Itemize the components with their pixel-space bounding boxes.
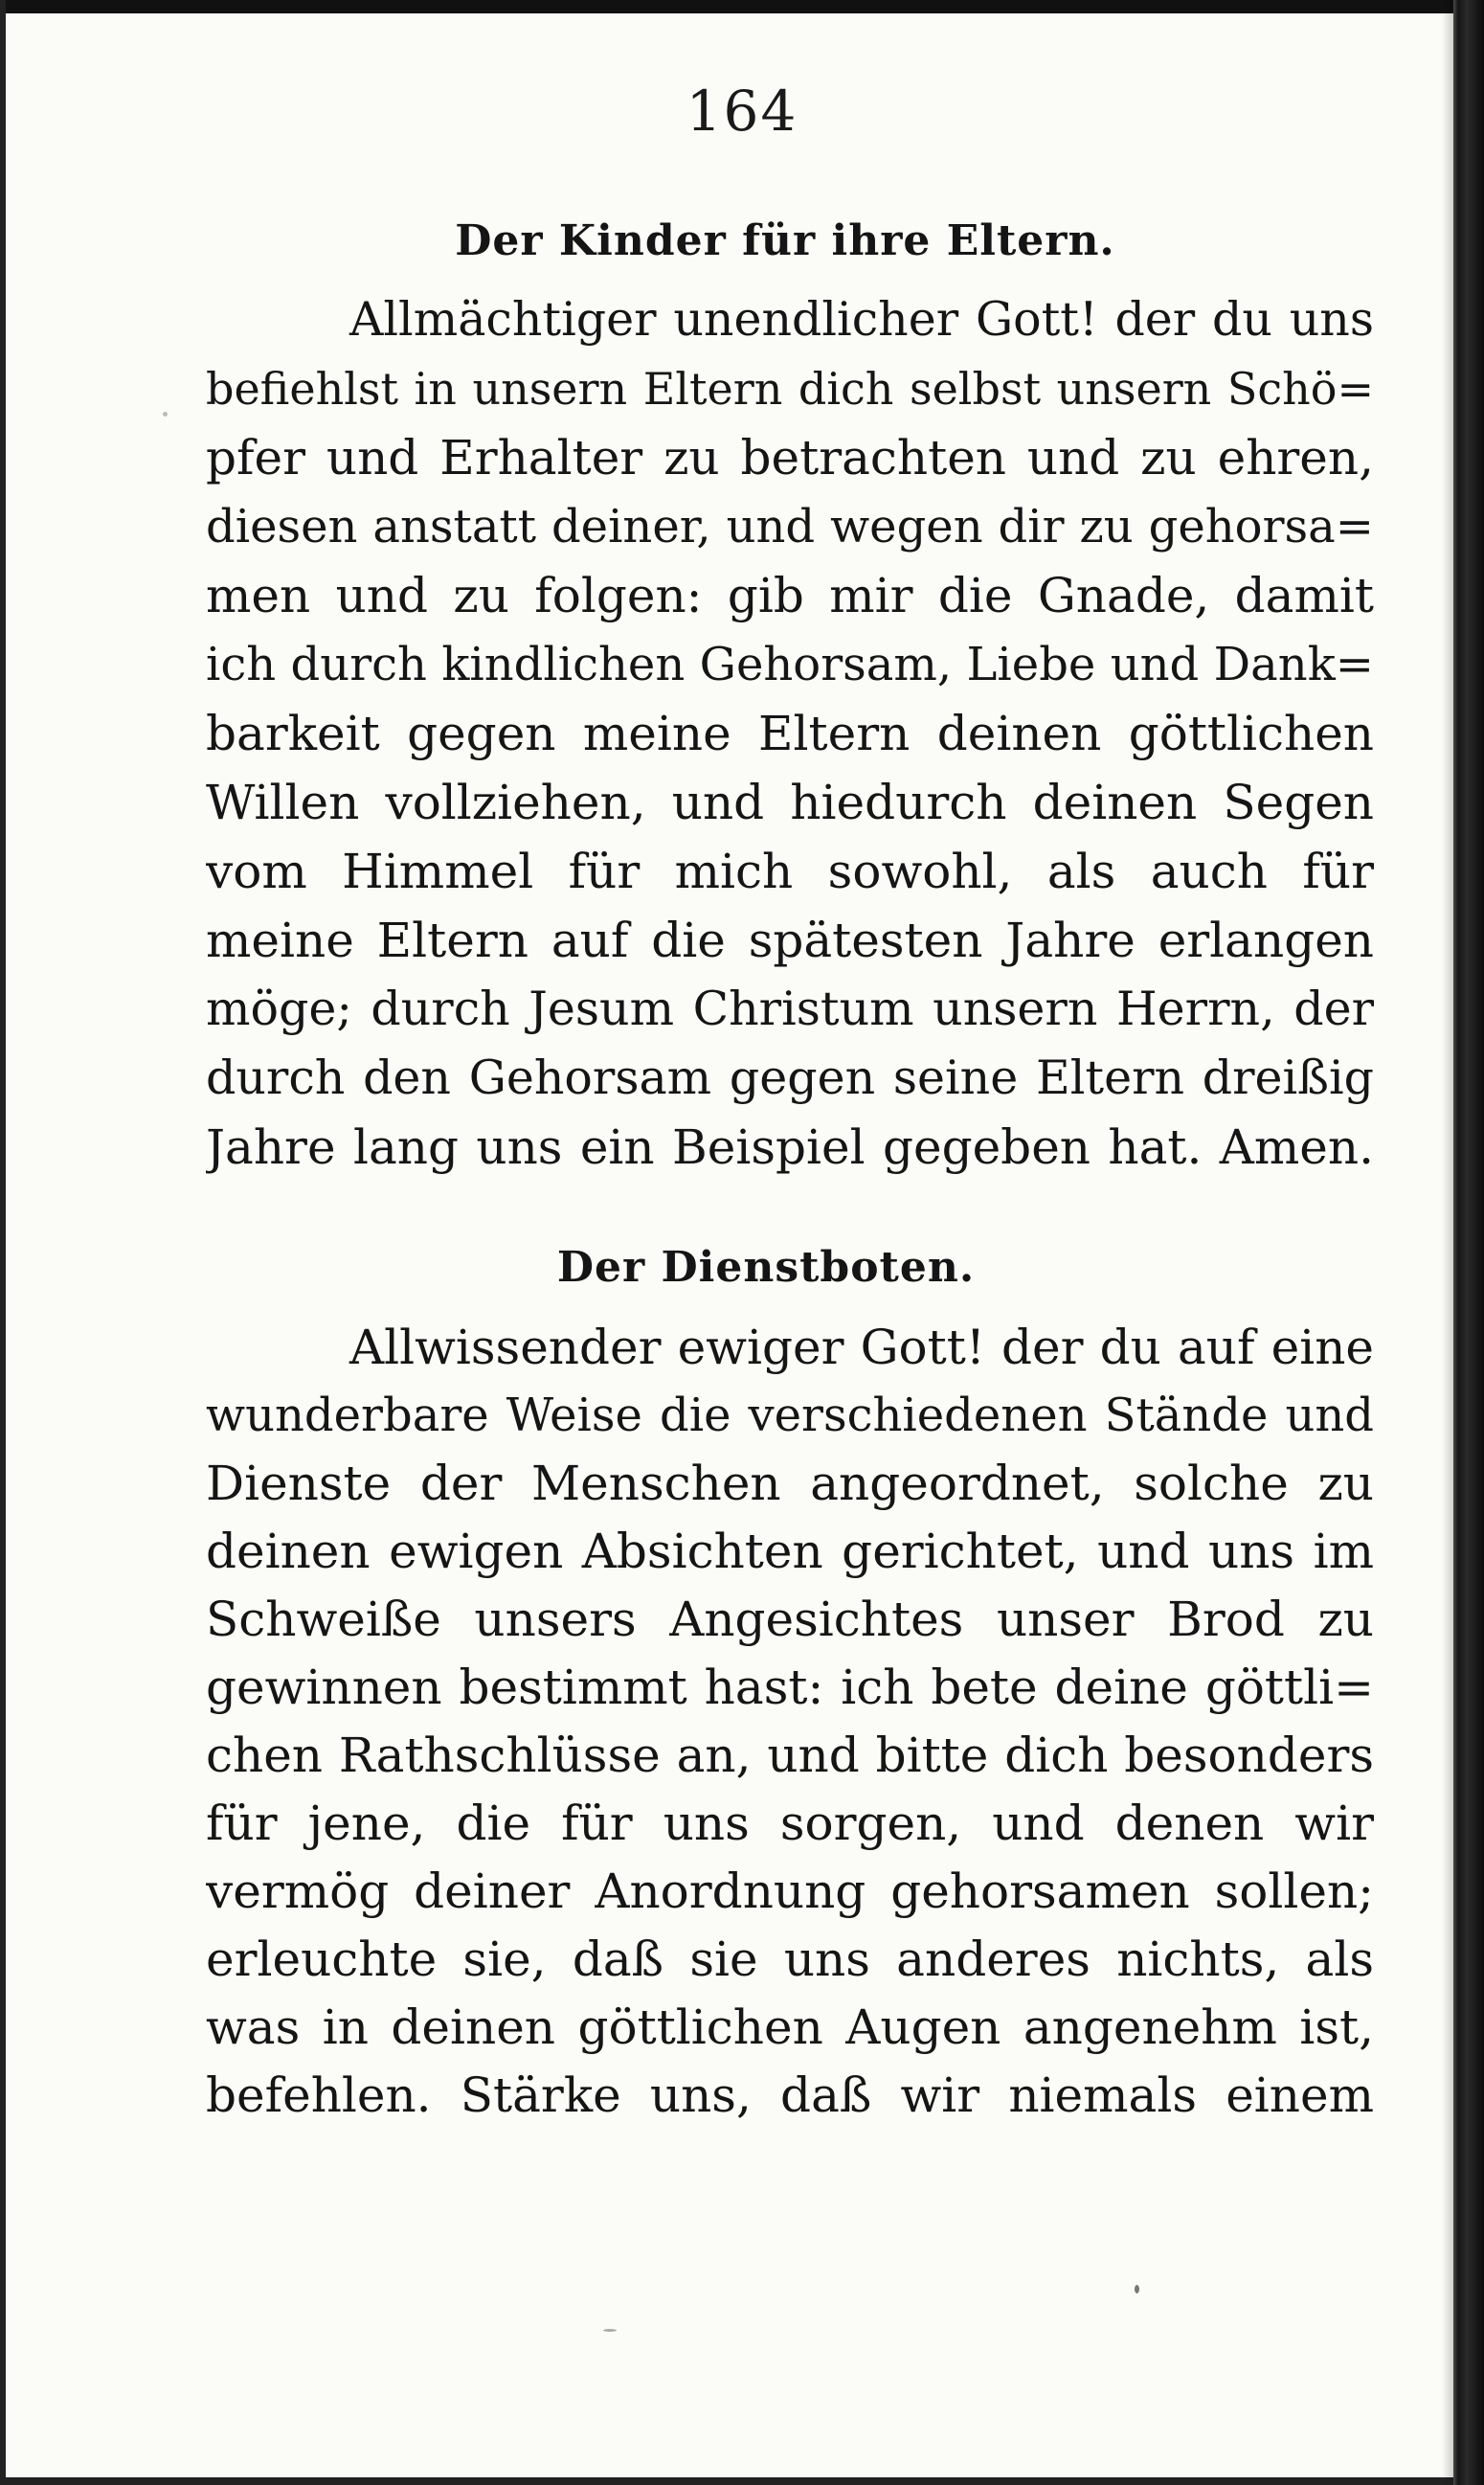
text-line: wunderbare Weise die verschiedenen Stände und (206, 1389, 1374, 1442)
text-line: durch den Gehorsam gegen seine Eltern dreißig (206, 1050, 1374, 1105)
text-line: diesen anstatt deiner, und wegen dir zu gehorsa= (206, 500, 1374, 553)
text-line: vermög deiner Anordnung gehorsamen sollen; (206, 1864, 1374, 1919)
page-number: 164 (686, 79, 798, 144)
text-line: vom Himmel für mich sowohl, als auch für (206, 844, 1374, 899)
text-line: deinen ewigen Absichten gerichtet, und uns im (206, 1524, 1374, 1579)
scan-border-bottom (0, 2477, 1484, 2485)
text-line: men und zu folgen: gib mir die Gnade, damit (206, 568, 1374, 623)
scan-border-top (0, 0, 1484, 13)
text-line: möge; durch Jesum Christum unsern Herrn, der (206, 982, 1374, 1036)
book-spine (1453, 0, 1484, 2485)
text-line: befehlen. Stärke uns, daß wir niemals einem (206, 2067, 1374, 2123)
text-line: barkeit gegen meine Eltern deinen göttlichen (206, 706, 1374, 761)
spine-shadow (1442, 0, 1453, 2485)
scan-speck (163, 412, 168, 417)
text-line: gewinnen bestimmt hast: ich bete deine göttli= (206, 1660, 1374, 1715)
scan-speck (603, 2329, 617, 2332)
text-line: meine Eltern auf die spätesten Jahre erlangen (206, 913, 1374, 968)
text-line: chen Rathschlüsse an, und bitte dich besonders (206, 1728, 1374, 1783)
section-heading: Der Dienstboten. (556, 1243, 976, 1292)
prayer-paragraph (206, 1314, 1374, 2130)
text-line: Schweiße unsers Angesichtes unser Brod zu (206, 1592, 1374, 1647)
text-line: was in deinen göttlichen Augen angenehm ist, (206, 1999, 1374, 2055)
text-line: erleuchte sie, daß sie uns anderes nichts, als (206, 1932, 1374, 1987)
scan-border-left (0, 0, 6, 2485)
text-line: befiehlst in unsern Eltern dich selbst unsern Schö= (206, 363, 1374, 415)
text-line: ich durch kindlichen Gehorsam, Liebe und Dank= (206, 638, 1374, 691)
text-line: Dienste der Menschen angeordnet, solche zu (206, 1456, 1374, 1511)
section-heading: Der Kinder für ihre Eltern. (455, 216, 1115, 265)
text-line: pfer und Erhalter zu betrachten und zu ehren, (206, 430, 1374, 486)
text-line: Willen vollziehen, und hiedurch deinen Segen (206, 775, 1374, 830)
scan-speck (1135, 2285, 1139, 2293)
text-line: Allmächtiger unendlicher Gott! der du uns (349, 292, 1374, 347)
text-line: Jahre lang uns ein Beispiel gegeben hat. Amen. (206, 1119, 1374, 1175)
text-line: Allwissender ewiger Gott! der du auf eine (349, 1320, 1374, 1375)
text-line: für jene, die für uns sorgen, und denen wir (206, 1796, 1374, 1851)
prayer-paragraph (206, 285, 1374, 1182)
